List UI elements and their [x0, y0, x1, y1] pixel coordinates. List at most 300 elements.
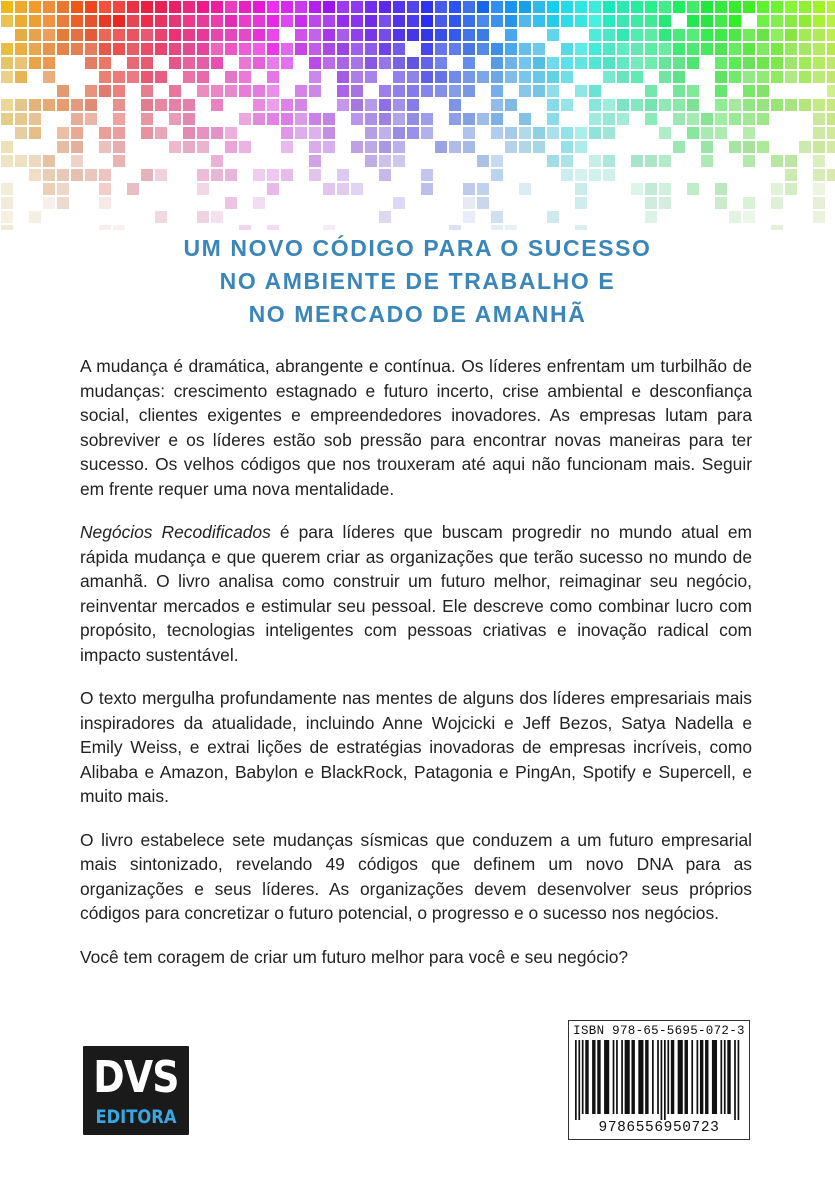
- mosaic-tile: [687, 85, 699, 97]
- mosaic-tile: [505, 127, 517, 139]
- mosaic-tile: [393, 197, 405, 209]
- mosaic-tile: [547, 155, 559, 167]
- mosaic-tile: [589, 57, 601, 69]
- mosaic-tile: [197, 183, 209, 195]
- mosaic-tile: [169, 1, 181, 13]
- mosaic-tile: [309, 15, 321, 27]
- mosaic-tile: [155, 43, 167, 55]
- mosaic-tile: [421, 43, 433, 55]
- mosaic-tile: [659, 99, 671, 111]
- mosaic-tile: [267, 15, 279, 27]
- mosaic-tile: [757, 141, 769, 153]
- mosaic-tile: [771, 183, 783, 195]
- barcode-bar: [652, 1040, 654, 1114]
- mosaic-tile: [99, 225, 111, 230]
- mosaic-tile: [575, 85, 587, 97]
- mosaic-tile: [771, 29, 783, 41]
- mosaic-tile: [757, 113, 769, 125]
- mosaic-tile: [127, 15, 139, 27]
- mosaic-tile: [645, 57, 657, 69]
- mosaic-tile: [533, 57, 545, 69]
- mosaic-tile: [253, 113, 265, 125]
- mosaic-tile: [729, 141, 741, 153]
- mosaic-tile: [617, 71, 629, 83]
- mosaic-tile: [155, 29, 167, 41]
- mosaic-tile: [351, 15, 363, 27]
- mosaic-tile: [449, 1, 461, 13]
- mosaic-tile: [57, 141, 69, 153]
- mosaic-tile: [239, 113, 251, 125]
- mosaic-tile: [43, 99, 55, 111]
- mosaic-tile: [141, 99, 153, 111]
- mosaic-tile: [603, 169, 615, 181]
- mosaic-tile: [491, 85, 503, 97]
- mosaic-tile: [519, 1, 531, 13]
- mosaic-tile: [645, 1, 657, 13]
- mosaic-tile: [225, 43, 237, 55]
- mosaic-tile: [505, 141, 517, 153]
- mosaic-tile: [169, 113, 181, 125]
- mosaic-tile: [827, 29, 835, 41]
- mosaic-tile: [421, 113, 433, 125]
- mosaic-tile: [827, 127, 835, 139]
- mosaic-tile: [379, 113, 391, 125]
- mosaic-tile: [323, 15, 335, 27]
- mosaic-tile: [771, 15, 783, 27]
- mosaic-tile: [267, 57, 279, 69]
- dvs-editora-logo: [83, 1046, 189, 1135]
- mosaic-tile: [645, 113, 657, 125]
- mosaic-tile: [603, 43, 615, 55]
- mosaic-tile: [687, 127, 699, 139]
- mosaic-tile: [85, 57, 97, 69]
- mosaic-tile: [323, 29, 335, 41]
- paragraph-4: O livro estabelece sete mudanças sísmicas que conduzem a um futuro empresarial mais sintonizado, revelando 49 códigos que definem um novo DNA para as organizações e seus líderes. As organizações devem desenvolver seus próprios códigos para concretizar o futuro potencial, o progresso e o sucesso nos negócios.: [80, 829, 752, 923]
- mosaic-tile: [533, 141, 545, 153]
- mosaic-tile: [547, 71, 559, 83]
- mosaic-tile: [337, 1, 349, 13]
- mosaic-tile: [15, 71, 27, 83]
- mosaic-tile: [715, 1, 727, 13]
- mosaic-tile: [57, 29, 69, 41]
- mosaic-tile: [785, 15, 797, 27]
- mosaic-tile: [491, 15, 503, 27]
- mosaic-tile: [169, 57, 181, 69]
- mosaic-tile: [701, 15, 713, 27]
- mosaic-tile: [29, 1, 41, 13]
- mosaic-tile: [659, 15, 671, 27]
- mosaic-tile: [449, 113, 461, 125]
- mosaic-tile: [435, 43, 447, 55]
- mosaic-tile: [729, 113, 741, 125]
- mosaic-tile: [533, 15, 545, 27]
- mosaic-tile: [113, 99, 125, 111]
- mosaic-tile: [813, 197, 825, 209]
- mosaic-tile: [155, 71, 167, 83]
- mosaic-tile: [225, 71, 237, 83]
- mosaic-tile: [43, 43, 55, 55]
- mosaic-tile: [57, 127, 69, 139]
- mosaic-tile: [15, 113, 27, 125]
- mosaic-tile: [1, 183, 13, 195]
- barcode-bar: [604, 1040, 609, 1114]
- mosaic-tile: [575, 183, 587, 195]
- barcode-bar: [621, 1040, 623, 1114]
- mosaic-tile: [757, 57, 769, 69]
- mosaic-tile: [589, 113, 601, 125]
- mosaic-tile: [617, 43, 629, 55]
- mosaic-tile: [813, 113, 825, 125]
- mosaic-tile: [729, 29, 741, 41]
- mosaic-tile: [351, 85, 363, 97]
- mosaic-tile: [603, 155, 615, 167]
- mosaic-tile: [813, 211, 825, 223]
- mosaic-tile: [561, 15, 573, 27]
- mosaic-tile: [309, 29, 321, 41]
- mosaic-tile: [659, 71, 671, 83]
- mosaic-tile: [491, 1, 503, 13]
- barcode-bar: [597, 1040, 600, 1114]
- mosaic-tile: [239, 15, 251, 27]
- mosaic-tile: [337, 183, 349, 195]
- mosaic-tile: [183, 43, 195, 55]
- mosaic-tile: [589, 85, 601, 97]
- barcode-bar: [616, 1040, 618, 1114]
- mosaic-tile: [561, 127, 573, 139]
- mosaic-tile: [113, 1, 125, 13]
- barcode-bar: [585, 1040, 588, 1114]
- mosaic-tile: [99, 169, 111, 181]
- mosaic-tile: [1, 1, 13, 13]
- mosaic-tile: [701, 1, 713, 13]
- mosaic-tile: [799, 141, 811, 153]
- mosaic-tile: [645, 99, 657, 111]
- mosaic-tile: [113, 43, 125, 55]
- mosaic-tile: [379, 43, 391, 55]
- mosaic-tile: [351, 141, 363, 153]
- mosaic-tile: [519, 141, 531, 153]
- mosaic-tile: [645, 29, 657, 41]
- mosaic-tile: [407, 29, 419, 41]
- mosaic-tile: [393, 155, 405, 167]
- mosaic-tile: [743, 43, 755, 55]
- mosaic-tile: [757, 29, 769, 41]
- mosaic-tile: [743, 1, 755, 13]
- mosaic-tile: [1, 155, 13, 167]
- mosaic-tile: [309, 57, 321, 69]
- mosaic-tile: [337, 43, 349, 55]
- mosaic-tile: [799, 1, 811, 13]
- mosaic-tile: [253, 1, 265, 13]
- mosaic-tile: [337, 169, 349, 181]
- mosaic-tile: [519, 15, 531, 27]
- mosaic-tile: [281, 1, 293, 13]
- mosaic-tile: [211, 85, 223, 97]
- mosaic-tile: [589, 169, 601, 181]
- mosaic-tile: [43, 155, 55, 167]
- mosaic-tile: [155, 99, 167, 111]
- mosaic-tile: [561, 169, 573, 181]
- mosaic-tile: [85, 43, 97, 55]
- mosaic-tile: [771, 43, 783, 55]
- mosaic-tile: [799, 57, 811, 69]
- mosaic-tile: [155, 15, 167, 27]
- mosaic-tile: [645, 15, 657, 27]
- mosaic-tile: [659, 43, 671, 55]
- mosaic-tile: [29, 99, 41, 111]
- mosaic-tile: [827, 71, 835, 83]
- mosaic-tile: [29, 57, 41, 69]
- mosaic-tile: [813, 99, 825, 111]
- mosaic-tile: [589, 1, 601, 13]
- mosaic-tile: [575, 1, 587, 13]
- mosaic-tile: [295, 29, 307, 41]
- mosaic-tile: [169, 43, 181, 55]
- headline-line-3: NO MERCADO DE AMANHÃ: [248, 301, 587, 327]
- mosaic-tile: [239, 57, 251, 69]
- barcode-bar: [578, 1040, 580, 1120]
- mosaic-tile: [631, 1, 643, 13]
- mosaic-tile: [799, 15, 811, 27]
- mosaic-tile: [799, 29, 811, 41]
- mosaic-tile: [701, 43, 713, 55]
- mosaic-tile: [491, 43, 503, 55]
- mosaic-tile: [729, 211, 741, 223]
- mosaic-tile: [743, 155, 755, 167]
- mosaic-tile: [449, 15, 461, 27]
- mosaic-tile: [267, 29, 279, 41]
- mosaic-tile: [393, 71, 405, 83]
- mosaic-tile: [309, 1, 321, 13]
- paragraph-1: A mudança é dramática, abrangente e contínua. Os líderes enfrentam um turbilhão de mudanças: crescimento estagnado e futuro incerto, crise ambiental e desconfiança social, clientes exigentes e empreendedores inovadores. As empresas lutam para sobreviver e os líderes estão sob pressão para encontrar novas maneiras para ter sucesso. Os velhos códigos que nos trouxeram até aqui não funcionam mais. Seguir em frente requer uma nova mentalidade.: [80, 356, 752, 499]
- mosaic-tile: [351, 183, 363, 195]
- mosaic-tile: [127, 57, 139, 69]
- mosaic-tile: [113, 29, 125, 41]
- barcode-bar: [700, 1040, 703, 1114]
- mosaic-tile: [547, 29, 559, 41]
- mosaic-tile: [71, 169, 83, 181]
- headline-line-2: NO AMBIENTE DE TRABALHO E: [219, 268, 616, 294]
- mosaic-tile: [225, 141, 237, 153]
- mosaic-tile: [827, 57, 835, 69]
- mosaic-tile: [183, 141, 195, 153]
- barcode-bar: [712, 1040, 717, 1114]
- mosaic-tile: [631, 29, 643, 41]
- mosaic-tile: [491, 225, 503, 230]
- mosaic-tile: [743, 57, 755, 69]
- mosaic-tile: [379, 211, 391, 223]
- mosaic-tile: [491, 211, 503, 223]
- mosaic-tile: [757, 43, 769, 55]
- mosaic-tile: [505, 1, 517, 13]
- mosaic-tile: [281, 113, 293, 125]
- mosaic-tile: [141, 169, 153, 181]
- mosaic-tile: [631, 155, 643, 167]
- mosaic-tile: [687, 15, 699, 27]
- mosaic-tile: [393, 43, 405, 55]
- mosaic-tile: [575, 43, 587, 55]
- mosaic-tile: [379, 127, 391, 139]
- barcode-bar: [720, 1040, 722, 1114]
- mosaic-tile: [169, 15, 181, 27]
- mosaic-tile: [155, 169, 167, 181]
- isbn-label: ISBN 978-65-5695-072-3: [573, 1024, 745, 1038]
- mosaic-tile: [99, 57, 111, 69]
- mosaic-tile: [603, 99, 615, 111]
- mosaic-tile: [603, 1, 615, 13]
- mosaic-tile: [211, 211, 223, 223]
- mosaic-tile: [463, 127, 475, 139]
- mosaic-tile: [771, 57, 783, 69]
- mosaic-tile: [729, 15, 741, 27]
- mosaic-tile: [99, 127, 111, 139]
- mosaic-tile: [771, 155, 783, 167]
- mosaic-tile: [1, 197, 13, 209]
- mosaic-tile: [715, 127, 727, 139]
- mosaic-tile: [449, 99, 461, 111]
- barcode-bar: [575, 1040, 577, 1120]
- mosaic-tile: [645, 43, 657, 55]
- mosaic-tile: [421, 1, 433, 13]
- mosaic-tile: [477, 43, 489, 55]
- mosaic-tile: [463, 85, 475, 97]
- mosaic-tile: [197, 169, 209, 181]
- mosaic-tile: [239, 225, 251, 230]
- mosaic-tile: [407, 15, 419, 27]
- mosaic-tile: [295, 43, 307, 55]
- mosaic-tile: [281, 99, 293, 111]
- mosaic-tile: [365, 71, 377, 83]
- mosaic-tile: [449, 29, 461, 41]
- mosaic-tile: [253, 43, 265, 55]
- mosaic-tile: [183, 57, 195, 69]
- mosaic-tile: [631, 43, 643, 55]
- barcode-bar: [734, 1040, 736, 1120]
- mosaic-tile: [673, 1, 685, 13]
- mosaic-tile: [547, 127, 559, 139]
- paragraph-2-text: é para líderes que buscam progredir no mundo atual em rápida mudança e que querem criar as organizações que terão sucesso no mundo de amanhã. O livro analisa como construir um futuro melhor, reimaginar seu negócio, reinventar mercados e estimular seu pessoal. Ele descreve como combinar lucro com propósito, tecnologias inteligentes com pessoas criativas e inovação radical com impacto sustentável.: [80, 522, 752, 665]
- mosaic-tile: [687, 183, 699, 195]
- mosaic-tile: [1, 71, 13, 83]
- mosaic-tile: [365, 15, 377, 27]
- mosaic-tile: [491, 155, 503, 167]
- mosaic-tile: [183, 71, 195, 83]
- mosaic-tile: [309, 155, 321, 167]
- mosaic-tile: [715, 99, 727, 111]
- mosaic-tile: [365, 155, 377, 167]
- mosaic-tile: [589, 155, 601, 167]
- mosaic-tile: [99, 29, 111, 41]
- mosaic-tile: [519, 85, 531, 97]
- mosaic-tile: [239, 29, 251, 41]
- mosaic-tile: [141, 43, 153, 55]
- mosaic-tile: [827, 1, 835, 13]
- pixel-mosaic-header: [0, 0, 835, 230]
- mosaic-tile: [393, 29, 405, 41]
- mosaic-tile: [225, 15, 237, 27]
- mosaic-tile: [449, 71, 461, 83]
- mosaic-tile: [659, 57, 671, 69]
- mosaic-tile: [211, 15, 223, 27]
- mosaic-tile: [43, 15, 55, 27]
- mosaic-tile: [211, 29, 223, 41]
- mosaic-tile: [281, 127, 293, 139]
- mosaic-tile: [715, 183, 727, 195]
- mosaic-tile: [183, 29, 195, 41]
- barcode-bar: [664, 1040, 666, 1120]
- mosaic-tile: [211, 155, 223, 167]
- mosaic-tile: [421, 85, 433, 97]
- mosaic-tile: [267, 169, 279, 181]
- mosaic-tile: [323, 225, 335, 230]
- mosaic-tile: [113, 127, 125, 139]
- mosaic-tile: [323, 141, 335, 153]
- barcode-bar: [613, 1040, 615, 1114]
- mosaic-tile: [631, 57, 643, 69]
- mosaic-tile: [393, 127, 405, 139]
- mosaic-tile: [43, 1, 55, 13]
- mosaic-tile: [267, 113, 279, 125]
- barcode-bar: [724, 1040, 726, 1114]
- mosaic-tile: [421, 15, 433, 27]
- mosaic-tile: [1, 57, 13, 69]
- mosaic-tile: [785, 1, 797, 13]
- mosaic-tile: [323, 183, 335, 195]
- mosaic-tile: [393, 85, 405, 97]
- mosaic-tile: [631, 15, 643, 27]
- paragraph-3: O texto mergulha profundamente nas mentes de alguns dos líderes empresariais mais inspiradores da atualidade, incluindo Anne Wojcicki e Jeff Bezos, Satya Nadella e Emily Weiss, e extrai lições de estratégias inovadoras de empresas incríveis, como Alibaba e Amazon, Babylon e BlackRock, Patagonia e PingAn, Spotify e Supercell, e muito mais.: [80, 688, 752, 806]
- mosaic-tile: [99, 71, 111, 83]
- barcode-bars: [573, 1040, 745, 1120]
- mosaic-tile: [71, 43, 83, 55]
- mosaic-tile: [85, 99, 97, 111]
- mosaic-tile: [687, 113, 699, 125]
- mosaic-tile: [785, 71, 797, 83]
- mosaic-tile: [645, 85, 657, 97]
- mosaic-tile: [477, 1, 489, 13]
- mosaic-tile: [463, 1, 475, 13]
- mosaic-tile: [99, 197, 111, 209]
- mosaic-tile: [379, 169, 391, 181]
- mosaic-tile: [281, 57, 293, 69]
- mosaic-tile: [267, 43, 279, 55]
- mosaic-tile: [169, 99, 181, 111]
- mosaic-tile: [197, 127, 209, 139]
- mosaic-tile: [659, 155, 671, 167]
- mosaic-tile: [281, 15, 293, 27]
- mosaic-tile: [589, 99, 601, 111]
- mosaic-tile: [71, 113, 83, 125]
- mosaic-tile: [1, 99, 13, 111]
- mosaic-tile: [351, 99, 363, 111]
- mosaic-tile: [309, 71, 321, 83]
- mosaic-tile: [113, 71, 125, 83]
- mosaic-tile: [491, 113, 503, 125]
- mosaic-tile: [505, 15, 517, 27]
- mosaic-tile: [673, 71, 685, 83]
- mosaic-tile: [323, 1, 335, 13]
- mosaic-tile: [183, 99, 195, 111]
- mosaic-tile: [435, 29, 447, 41]
- mosaic-tile: [351, 57, 363, 69]
- mosaic-tile: [757, 15, 769, 27]
- mosaic-tile: [547, 113, 559, 125]
- mosaic-tile: [141, 29, 153, 41]
- mosaic-tile: [463, 43, 475, 55]
- barcode-bar: [582, 1040, 584, 1114]
- mosaic-tile: [421, 127, 433, 139]
- mosaic-tile: [463, 113, 475, 125]
